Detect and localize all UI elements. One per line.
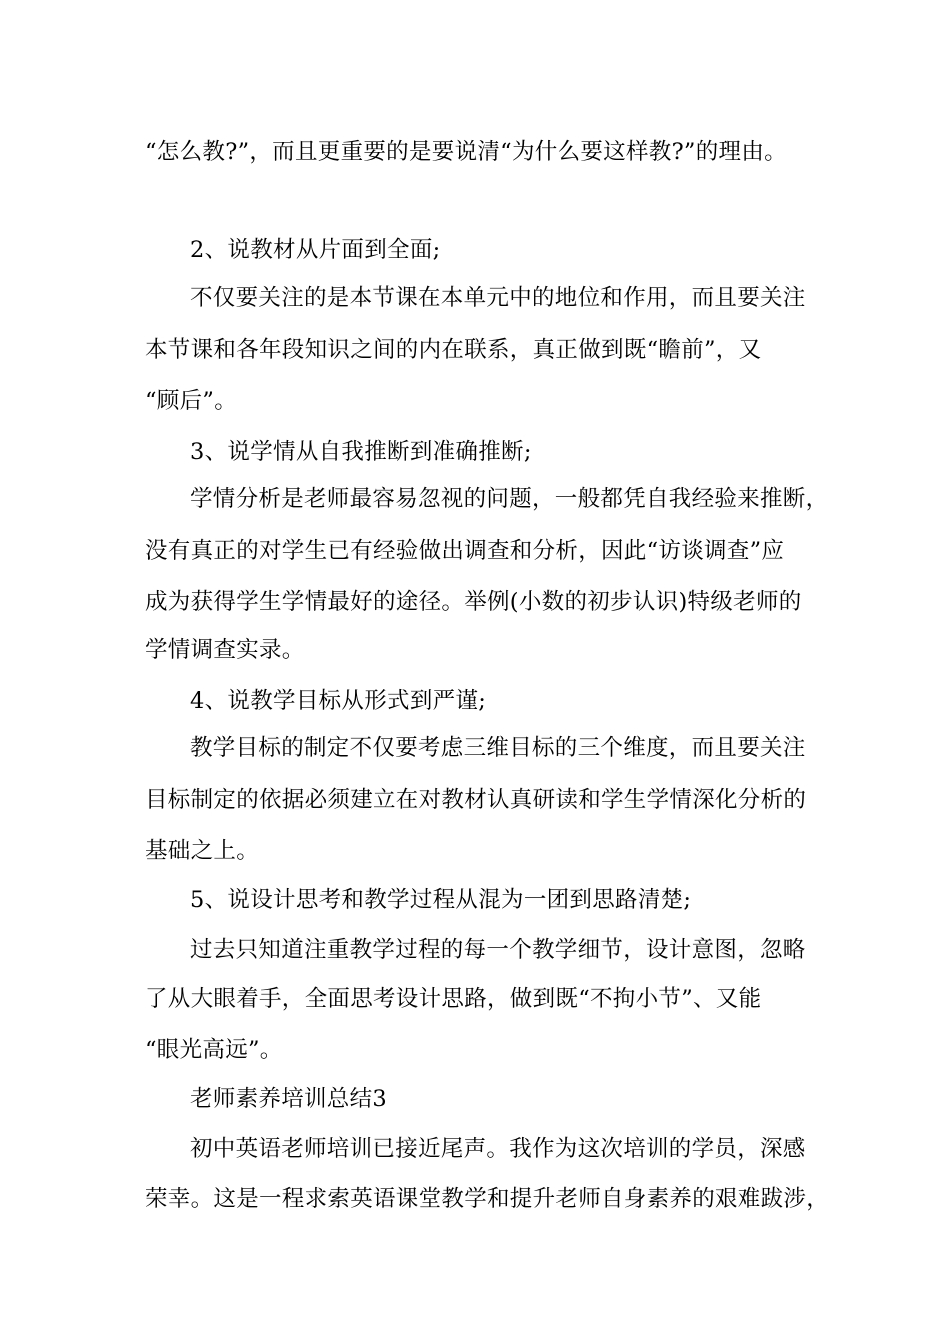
- paragraph-line: 不仅要关注的是本节课在本单元中的地位和作用，而且要关注: [190, 285, 806, 311]
- section-heading: 4、说教学目标从形式到严谨;: [190, 688, 487, 714]
- paragraph-line: 初中英语老师培训已接近尾声。我作为这次培训的学员，深感: [190, 1136, 806, 1162]
- section-heading: 2、说教材从片面到全面;: [190, 237, 441, 263]
- paragraph-line: 荣幸。这是一程求索英语课堂教学和提升老师自身素养的艰难跋涉，: [145, 1186, 830, 1212]
- paragraph-line: 基础之上。: [145, 838, 260, 864]
- section-heading: 3、说学情从自我推断到准确推断;: [190, 439, 532, 465]
- paragraph-line: 成为获得学生学情最好的途径。举例(小数的初步认识)特级老师的: [145, 589, 802, 615]
- paragraph-line: “怎么教?”，而且更重要的是要说清“为什么要这样教?”的理由。: [145, 139, 787, 165]
- paragraph-line: 没有真正的对学生已有经验做出调查和分析，因此“访谈调查”应: [145, 538, 785, 564]
- paragraph-line: 目标制定的依据必须建立在对教材认真研读和学生学情深化分析的: [145, 787, 807, 813]
- section-heading: 5、说设计思考和教学过程从混为一团到思路清楚;: [190, 887, 692, 913]
- paragraph-line: 学情调查实录。: [145, 637, 305, 663]
- paragraph-line: 过去只知道注重教学过程的每一个教学细节，设计意图，忽略: [190, 937, 806, 963]
- paragraph-line: “顾后”。: [145, 388, 238, 414]
- paragraph-line: “眼光高远”。: [145, 1037, 283, 1063]
- paragraph-line: 本节课和各年段知识之间的内在联系，真正做到既“瞻前”，又: [145, 337, 762, 363]
- paragraph-line: 教学目标的制定不仅要考虑三维目标的三个维度，而且要关注: [190, 735, 806, 761]
- paragraph-line: 学情分析是老师最容易忽视的问题，一般都凭自我经验来推断，: [190, 486, 829, 512]
- paragraph-line: 了从大眼着手，全面思考设计思路，做到既“不拘小节”、又能: [145, 986, 762, 1012]
- section-title: 老师素养培训总结3: [190, 1086, 388, 1112]
